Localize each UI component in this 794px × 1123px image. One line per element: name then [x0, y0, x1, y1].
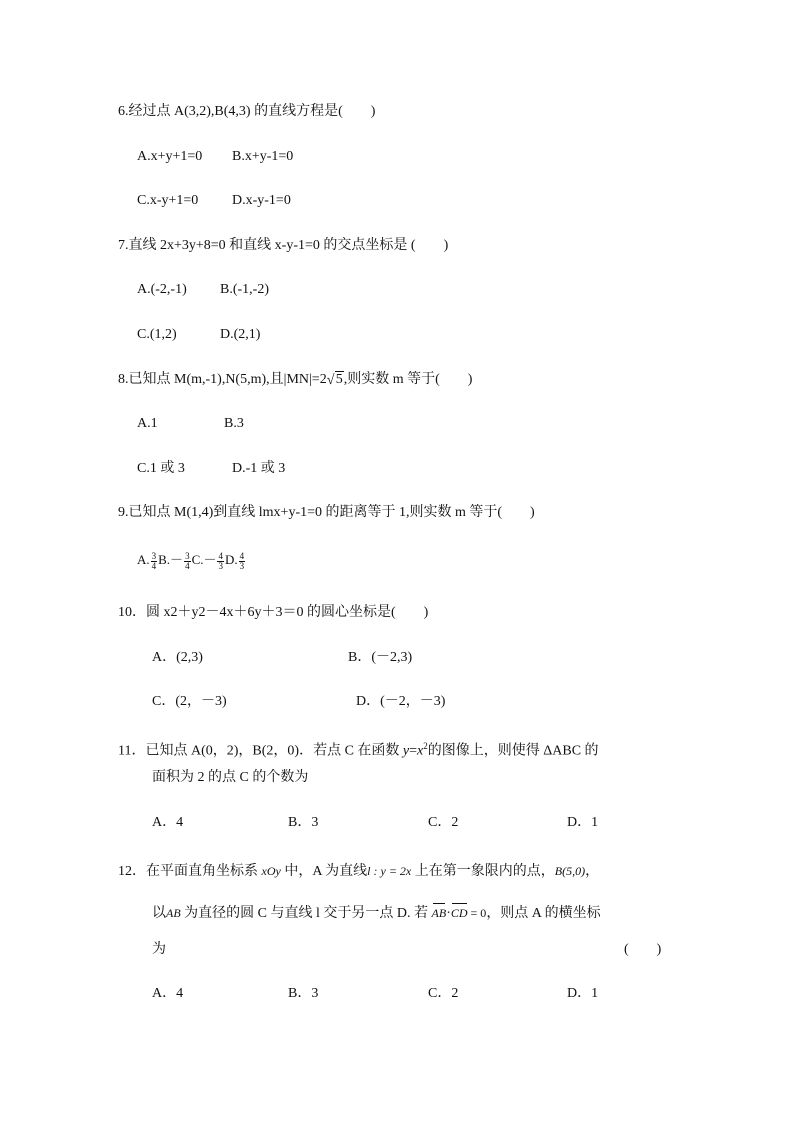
question-12-stem-mid1: 中，A 为直线: [280, 864, 368, 879]
question-11-stem-post: 的图像上，则使得 ΔABC 的: [427, 743, 599, 759]
question-10-option-a: A．(2,3): [152, 650, 203, 665]
question-12-line-equation: l : y = 2x: [367, 864, 412, 878]
question-11-fn-x: x: [417, 743, 424, 759]
question-7-option-a: A.(-2,-1): [137, 282, 187, 297]
question-11-stem: [118, 736, 599, 762]
sqrt-symbol: √ 5: [326, 372, 343, 388]
question-10-option-d: D．(－2，－3): [356, 694, 446, 709]
question-9-option-a-label: A.: [137, 552, 150, 567]
question-12-stem-line3: 为: [152, 942, 166, 957]
question-10-stem: 10．圆 x2＋y2－4x＋6y＋3＝0 的圆心坐标是( ): [118, 605, 429, 620]
question-12-dot: ·: [446, 906, 451, 921]
question-9-stem: 9.已知点 M(1,4)到直线 lmx+y-1=0 的距离等于 1,则实数 m 等于( ): [118, 505, 535, 520]
question-9-option-a-fraction: $\frac{3}{4}$: [151, 550, 157, 571]
question-8-option-b: B.3: [224, 416, 244, 431]
question-6-option-b: B.x+y-1=0: [232, 149, 294, 164]
question-11-stem-line2: 面积为 2 的点 C 的个数为: [152, 770, 309, 785]
question-8-option-c: C.1 或 3: [137, 461, 185, 476]
question-9-option-d-fraction: $\frac{4}{3}$: [239, 550, 245, 571]
question-12-answer-paren: ( ): [624, 942, 662, 957]
question-9-option-b-label: B.－: [158, 552, 184, 567]
question-11-fn-exponent: 2: [423, 741, 428, 751]
question-8-stem-post: ,则实数 m 等于( ): [343, 372, 473, 387]
question-12-line2-post: ，则点 A 的横坐标: [486, 906, 601, 921]
question-11-option-a: A．4: [152, 815, 184, 830]
question-8-stem: [118, 370, 472, 390]
question-12-xoy: xOy: [261, 864, 281, 878]
question-8-option-d: D.-1 或 3: [232, 461, 286, 476]
question-12-eq-zero: = 0: [467, 906, 487, 920]
question-12-stem-pre: 12．在平面直角坐标系: [118, 864, 262, 879]
question-12-point-b: B(5,0): [554, 864, 586, 878]
question-11-option-d: D．1: [567, 815, 599, 830]
question-6-option-a: A.x+y+1=0: [137, 149, 203, 164]
question-11-fn-y: y: [402, 743, 410, 759]
question-7-stem: 7.直线 2x+3y+8=0 和直线 x-y-1=0 的交点坐标是 ( ): [118, 238, 449, 253]
question-12-line2-pre: 以: [152, 906, 166, 921]
question-6-stem: 6.经过点 A(3,2),B(4,3) 的直线方程是( ): [118, 104, 376, 119]
question-9-option-b-fraction: $\frac{3}{4}$: [185, 550, 190, 571]
question-9-option-d-label: D.: [224, 552, 238, 567]
question-12-stem-end: ，: [585, 864, 600, 879]
question-10-option-b: B．(－2,3): [348, 650, 413, 665]
question-12-stem-line2: [152, 903, 601, 924]
question-8-radicand: 5: [335, 372, 343, 387]
question-12-option-c: C．2: [428, 986, 459, 1001]
question-9-option-c-fraction: $\frac{4}{3}$: [218, 550, 223, 571]
question-9-options: [137, 550, 246, 571]
vector-ab: AB: [432, 903, 447, 923]
question-11-fn-eq: =: [409, 743, 418, 759]
question-11-stem-pre: 11．已知点 A(0，2)，B(2，0)．若点 C 在函数: [118, 743, 403, 759]
question-11-option-b: B．3: [288, 815, 319, 830]
question-12-line2-mid: 为直径的圆 C 与直线 l 交于另一点 D. 若: [180, 906, 432, 921]
question-9-option-c-label: C.－: [191, 552, 217, 567]
question-7-option-c: C.(1,2): [137, 327, 177, 342]
question-6-option-c: C.x-y+1=0: [137, 193, 199, 208]
question-12-segment-ab: AB: [166, 906, 181, 920]
question-12-stem-mid2: 上在第一象限内的点，: [411, 864, 555, 879]
question-8-option-a: A.1: [137, 416, 158, 431]
question-12-stem: [118, 861, 599, 882]
vector-cd: CD: [451, 903, 468, 923]
question-10-option-c: C．(2，－3): [152, 694, 227, 709]
question-8-stem-pre: 8.已知点 M(m,-1),N(5,m),且|MN|=2: [118, 372, 327, 387]
question-11-option-c: C．2: [428, 815, 459, 830]
question-6-option-d: D.x-y-1=0: [232, 193, 291, 208]
question-7-option-b: B.(-1,-2): [220, 282, 269, 297]
question-12-option-a: A．4: [152, 986, 184, 1001]
question-12-option-d: D．1: [567, 986, 599, 1001]
question-7-option-d: D.(2,1): [220, 327, 261, 342]
question-12-option-b: B．3: [288, 986, 319, 1001]
